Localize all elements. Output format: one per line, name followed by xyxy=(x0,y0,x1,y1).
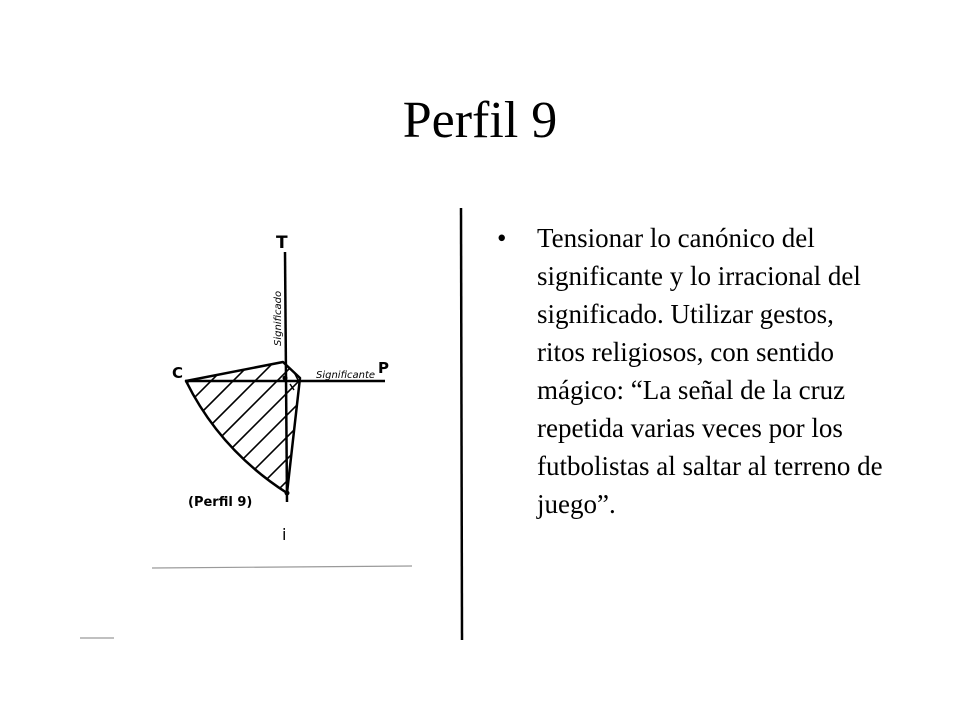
axis-label-right: P xyxy=(378,359,389,377)
center-dot xyxy=(283,376,288,381)
axis-label-left: C xyxy=(172,364,184,382)
scan-line xyxy=(152,566,412,568)
axis-label-bottom: i xyxy=(282,525,287,544)
bullet-list xyxy=(497,219,887,523)
bottom-dot xyxy=(285,491,290,496)
bullet-icon: • xyxy=(497,223,507,253)
bullet-text: Tensionar lo canónico del significante y lo irracional del significado. Utilizar gestos, ritos religiosos, con sentido mágico: “La señal de la cruz repetida varias veces por los futbolistas al saltar al terreno de juego”. xyxy=(537,223,883,519)
horizontal-axis-label: Significante xyxy=(316,370,376,381)
divider-line xyxy=(461,208,462,640)
vertical-axis-label: Significado xyxy=(273,290,284,346)
bullet-item xyxy=(497,219,887,523)
axis-label-top: T xyxy=(276,233,288,253)
diagram-caption: (Perfil 9) xyxy=(188,495,253,510)
slide-title: Perfil 9 xyxy=(402,92,558,149)
